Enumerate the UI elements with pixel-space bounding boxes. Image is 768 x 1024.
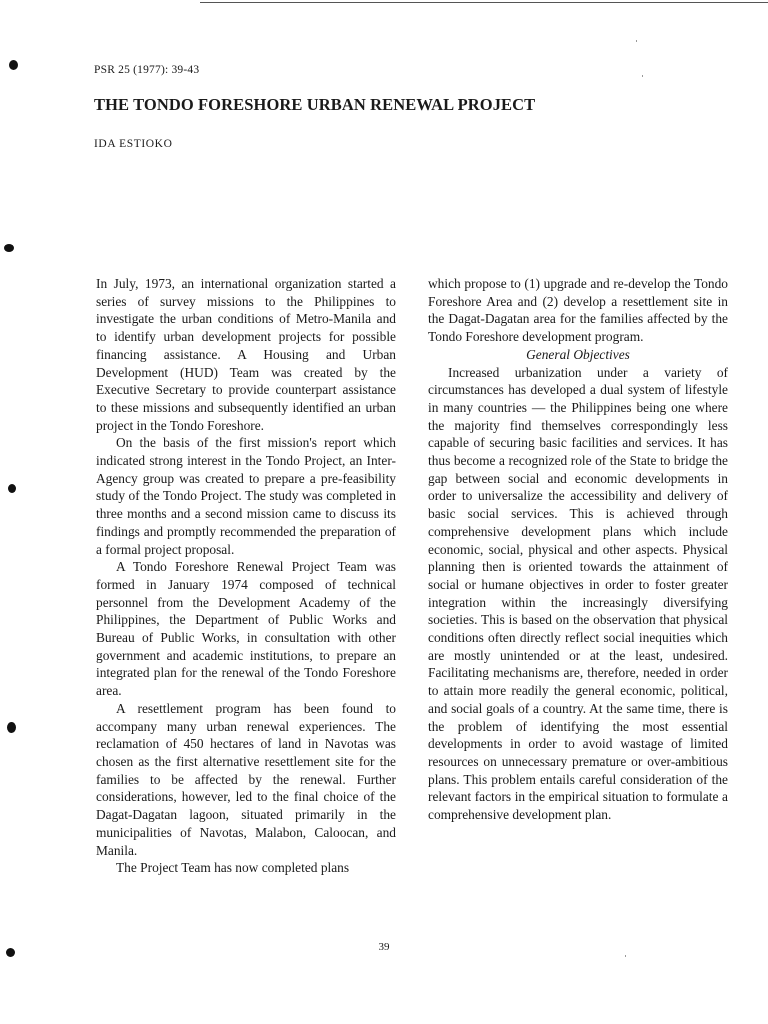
punch-hole-mark bbox=[9, 60, 18, 70]
left-column bbox=[96, 275, 396, 877]
body-paragraph: A Tondo Foreshore Renewal Project Team was formed in January 1974 composed of technical personnel from the Development Academy of the Philippines, the Department of Public Works and Bureau of Public Works, in consultation with other government and academic institutions, to prepare an integrated plan for the renewal of the Tondo Foreshore area. bbox=[96, 559, 396, 699]
scan-speck bbox=[636, 40, 637, 42]
right-column bbox=[428, 275, 728, 824]
section-heading: General Objectives bbox=[526, 346, 630, 362]
body-paragraph: On the basis of the first mission's report which indicated strong interest in the Tondo Project, an Inter-Agency group was created to prepare a pre-feasibility study of the Tondo Project. The study was completed in three months and a second mission came to discuss its findings and promptly recommended the preparation of a formal project proposal. bbox=[96, 435, 396, 557]
body-paragraph: Increased urbanization under a variety of circumstances has developed a dual system of lifestyle in many countries — the Philippines being one where the majority find themselves correspondingly less capable of securing basic facilities and services. It has thus become a recognized role of the State to bridge the gap between social and economic developments in order to universalize the accessibility and delivery of basic social services. This is achieved through comprehensive development plans which include economic, social, physical and other aspects. Physical planning then is oriented towards the attainment of social or humane objectives in order to foster greater integration within the increasingly diversifying societies. This is based on the observation that physical conditions often directly reflect social inequities which are mostly unintended or at the least, undesired. Facilitating mechanisms are, therefore, needed in order to attain more readily the general economic, political, and social goals of a country. At the same time, there is the problem of identifying the most essential developments in order to avoid wastage of limited resources on unnecessary premature or over-ambitious plans. This problem entails careful consideration of the relevant factors in the empirical situation to formulate a comprehensive development plan. bbox=[428, 364, 728, 823]
scan-speck bbox=[642, 75, 643, 77]
punch-hole-mark bbox=[8, 484, 16, 493]
page-number: 39 bbox=[378, 941, 390, 953]
top-rule bbox=[200, 2, 768, 3]
article-title: THE TONDO FORESHORE URBAN RENEWAL PROJECT bbox=[94, 95, 536, 114]
punch-hole-mark bbox=[7, 722, 16, 733]
scan-speck bbox=[625, 955, 626, 957]
journal-citation: PSR 25 (1977): 39-43 bbox=[94, 64, 200, 76]
body-paragraph: which propose to (1) upgrade and re-develop the Tondo Foreshore Area and (2) develop a resettlement site in the Dagat-Dagatan area for the families affected by the Tondo Foreshore development program. bbox=[428, 276, 728, 345]
author-name: IDA ESTIOKO bbox=[94, 138, 173, 150]
body-paragraph: The Project Team has now completed plans bbox=[116, 860, 350, 876]
body-paragraph: In July, 1973, an international organization started a series of survey missions to the Philippines to investigate the urban conditions of Metro-Manila and to identify urban development projects for possible financing assistance. A Housing and Urban Development (HUD) Team was created by the Executive Secretary to provide counterpart assistance to these missions and subsequently identified an urban project in the Tondo Foreshore. bbox=[96, 276, 396, 433]
punch-hole-mark bbox=[4, 244, 14, 252]
body-paragraph: A resettlement program has been found to accompany many urban renewal experiences. The reclamation of 450 hectares of land in Navotas was chosen as the first alternative resettlement site for the families to be affected by the renewal. Further considerations, however, led to the final choice of the Dagat-Dagatan lagoon, situated primarily in the municipalities of Navotas, Malabon, Caloocan, and Manila. bbox=[96, 700, 396, 858]
